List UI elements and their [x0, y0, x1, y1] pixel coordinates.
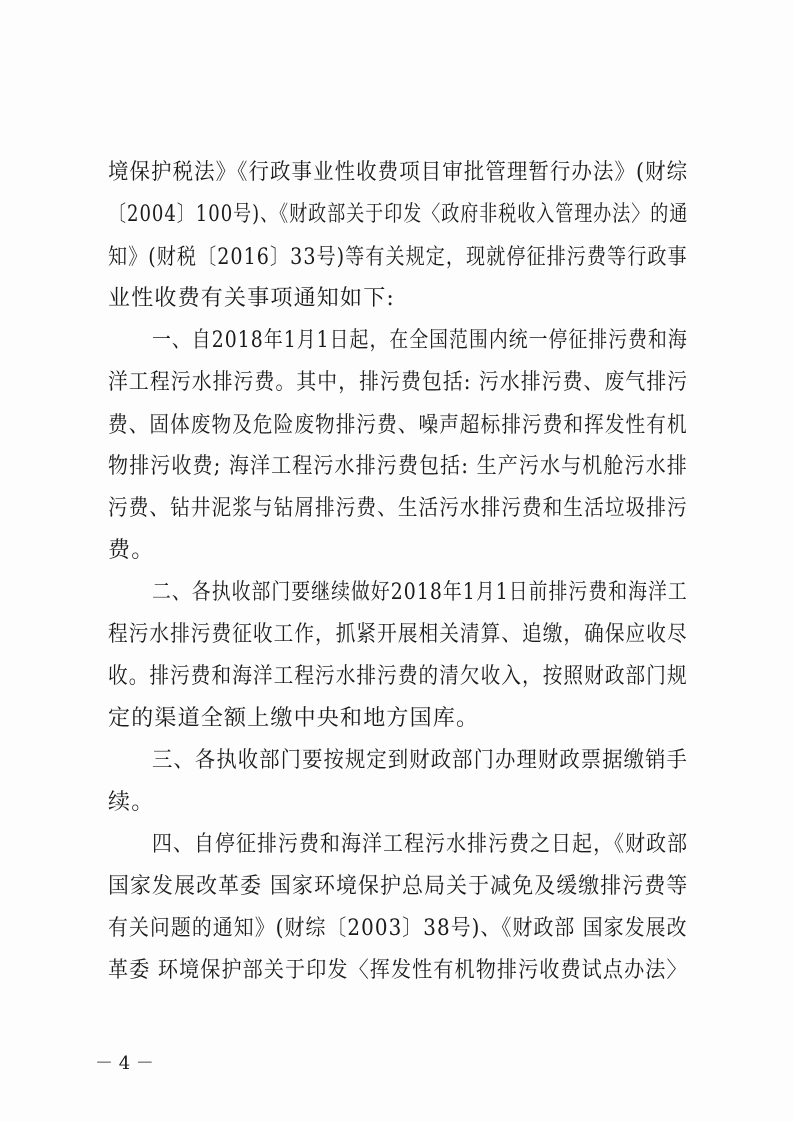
text-line: 续。 [108, 790, 155, 815]
text-line: 费、固体废物及危险废物排污费、噪声超标排污费和挥发性有机 [108, 413, 688, 438]
text-line: 程污水排污费征收工作，抓紧开展相关清算、追缴，确保应收尽 [108, 622, 688, 647]
text-line: 一、自2018年1月1日起，在全国范围内统一停征排污费和海 [152, 328, 688, 353]
text-line: 革委 环境保护部关于印发〈挥发性有机物排污收费试点办法〉 [108, 958, 688, 983]
text-line: 污费、钻井泥浆与钻屑排污费、生活污水排污费和生活垃圾排污 [108, 496, 688, 521]
text-line: 收。排污费和海洋工程污水排污费的清欠收入，按照财政部门规 [108, 664, 688, 689]
text-line: 有关问题的通知》(财综〔2003〕38号)、《财政部 国家发展改 [108, 916, 688, 941]
text-line: 物排污收费; 海洋工程污水排污费包括: 生产污水与机舱污水排 [108, 454, 688, 479]
text-line: 定的渠道全额上缴中央和地方国库。 [108, 706, 480, 731]
text-line: 业性收费有关事项通知如下: [108, 286, 396, 311]
text-line: 三、各执收部门要按规定到财政部门办理财政票据缴销手 [152, 748, 688, 773]
text-line: 四、自停征排污费和海洋工程污水排污费之日起，《财政部 [152, 832, 689, 857]
text-line: 境保护税法》《行政事业性收费项目审批管理暂行办法》(财综 [108, 160, 689, 185]
text-line: 二、各执收部门要继续做好2018年1月1日前排污费和海洋工 [152, 580, 688, 605]
text-line: 知》(财税〔2016〕33号)等有关规定，现就停征排污费等行政事 [108, 245, 688, 270]
text-line: 〔2004〕100号)、《财政部关于印发〈政府非税收入管理办法〉的通 [108, 202, 689, 227]
page-number: － 4 － [95, 1053, 154, 1074]
text-line: 洋工程污水排污费。其中，排污费包括: 污水排污费、废气排污 [108, 370, 689, 395]
text-line: 费。 [108, 538, 155, 563]
text-line: 国家发展改革委 国家环境保护总局关于减免及缓缴排污费等 [108, 874, 689, 899]
